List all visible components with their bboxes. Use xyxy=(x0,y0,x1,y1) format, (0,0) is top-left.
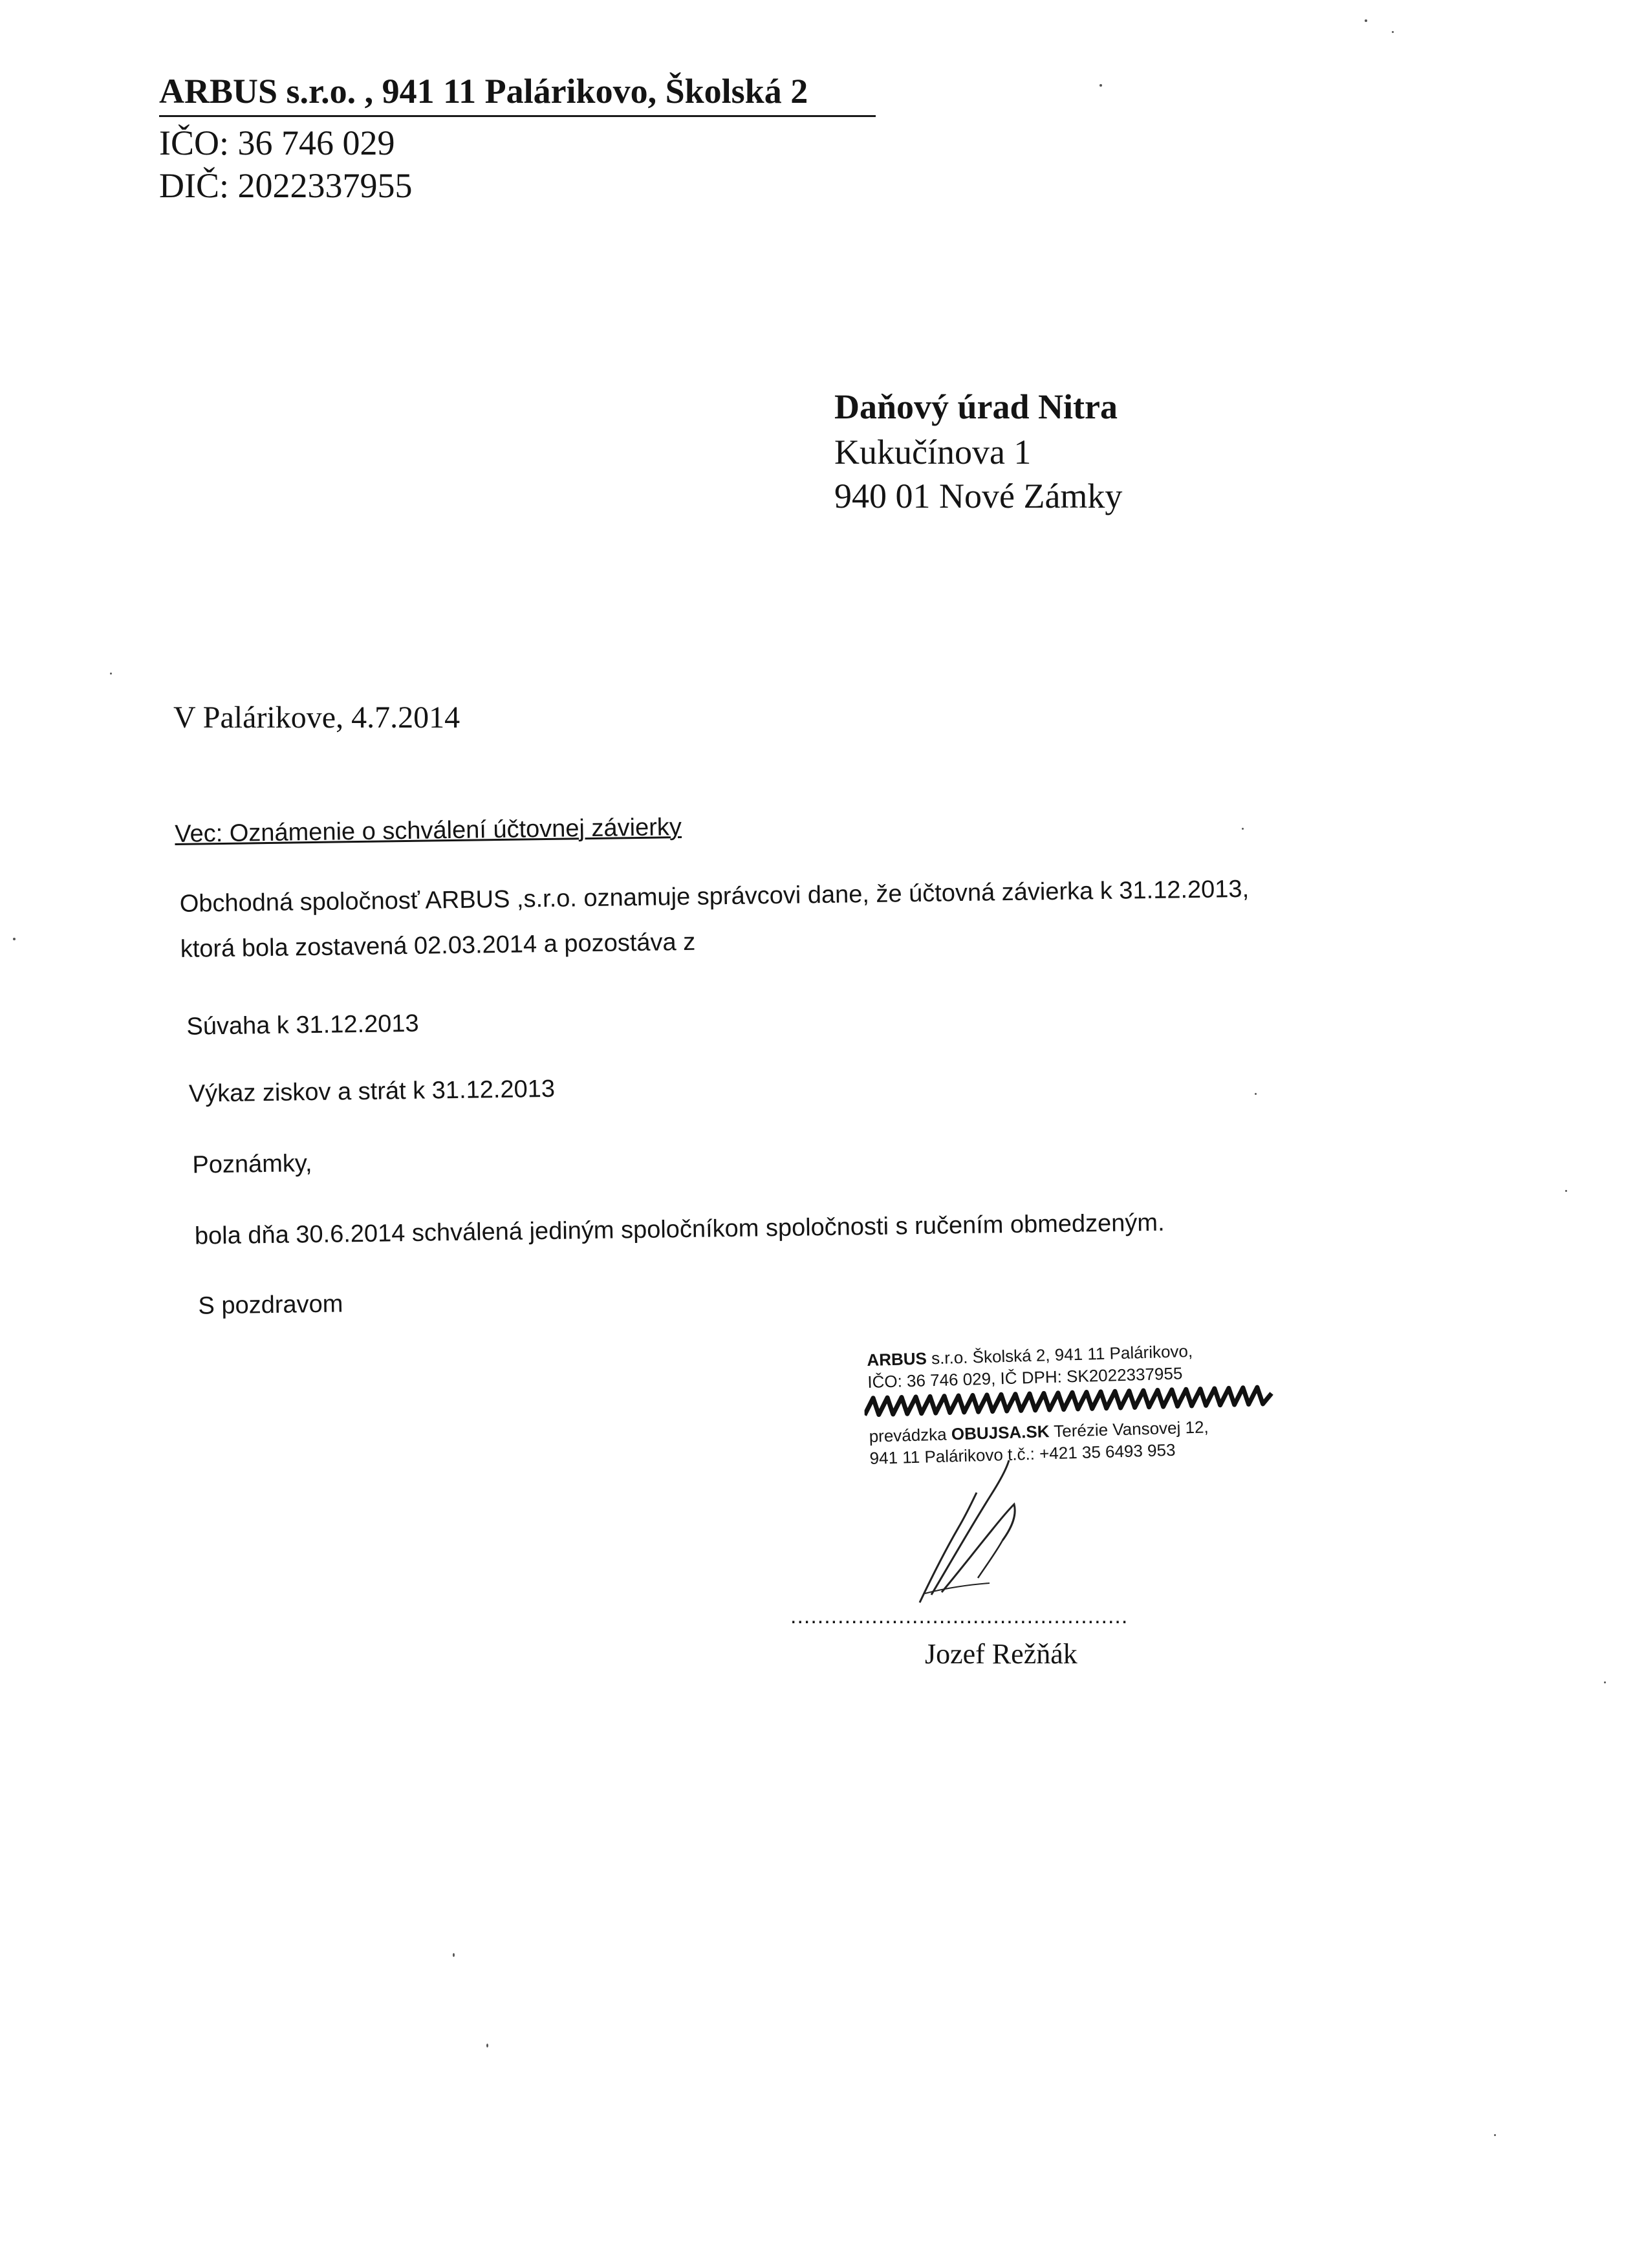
header-underline xyxy=(159,115,876,117)
subject-line: Vec: Oznámenie o schválení účtovnej závierky xyxy=(175,814,682,848)
sender-ico: IČO: 36 746 029 xyxy=(159,124,395,162)
stamp-prevadzka-street: Terézie Vansovej 12, xyxy=(1053,1417,1209,1441)
sender-dic: DIČ: 2022337955 xyxy=(159,166,413,205)
paragraph-line-1: Obchodná spoločnosť ARBUS ,s.r.o. oznamuje správcovi dane, že účtovná závierka k 31.12.2013, xyxy=(179,875,1250,918)
paragraph-line-2: ktorá bola zostavená 02.03.2014 a pozostáva z xyxy=(180,928,696,963)
handwritten-signature xyxy=(905,1455,1074,1617)
recipient-street: Kukučínova 1 xyxy=(834,433,1032,471)
stamp-line-4: 941 11 Palárikovo t.č.: +421 35 6493 953 xyxy=(869,1440,1176,1468)
recipient-name: Daňový úrad Nitra xyxy=(834,387,1118,426)
date-line: V Palárikove, 4.7.2014 xyxy=(173,700,460,735)
stamp-prevadzka: prevádzka xyxy=(869,1424,947,1446)
list-item-notes: Poznámky, xyxy=(192,1150,312,1179)
stamp-line-2: IČO: 36 746 029, IČ DPH: SK2022337955 xyxy=(867,1363,1183,1392)
sender-company-line: ARBUS s.r.o. , 941 11 Palárikovo, Školská 2 xyxy=(159,72,808,111)
recipient-city: 940 01 Nové Zámky xyxy=(834,477,1123,515)
signatory-name: Jozef Režňák xyxy=(925,1638,1077,1670)
signature-dotted-line: .................................................. xyxy=(790,1604,1129,1628)
stamp-brand: OBUJSA.SK xyxy=(951,1421,1050,1444)
closing-line: S pozdravom xyxy=(198,1290,343,1320)
approval-line: bola dňa 30.6.2014 schválená jediným spoločníkom spoločnosti s ručením obmedzeným. xyxy=(194,1209,1165,1250)
stamp-company-name: ARBUS xyxy=(867,1348,927,1370)
list-item-balance-sheet: Súvaha k 31.12.2013 xyxy=(186,1010,419,1041)
stamp-address: s.r.o. Školská 2, 941 11 Palárikovo, xyxy=(931,1341,1193,1368)
list-item-income-statement: Výkaz ziskov a strát k 31.12.2013 xyxy=(188,1075,556,1108)
